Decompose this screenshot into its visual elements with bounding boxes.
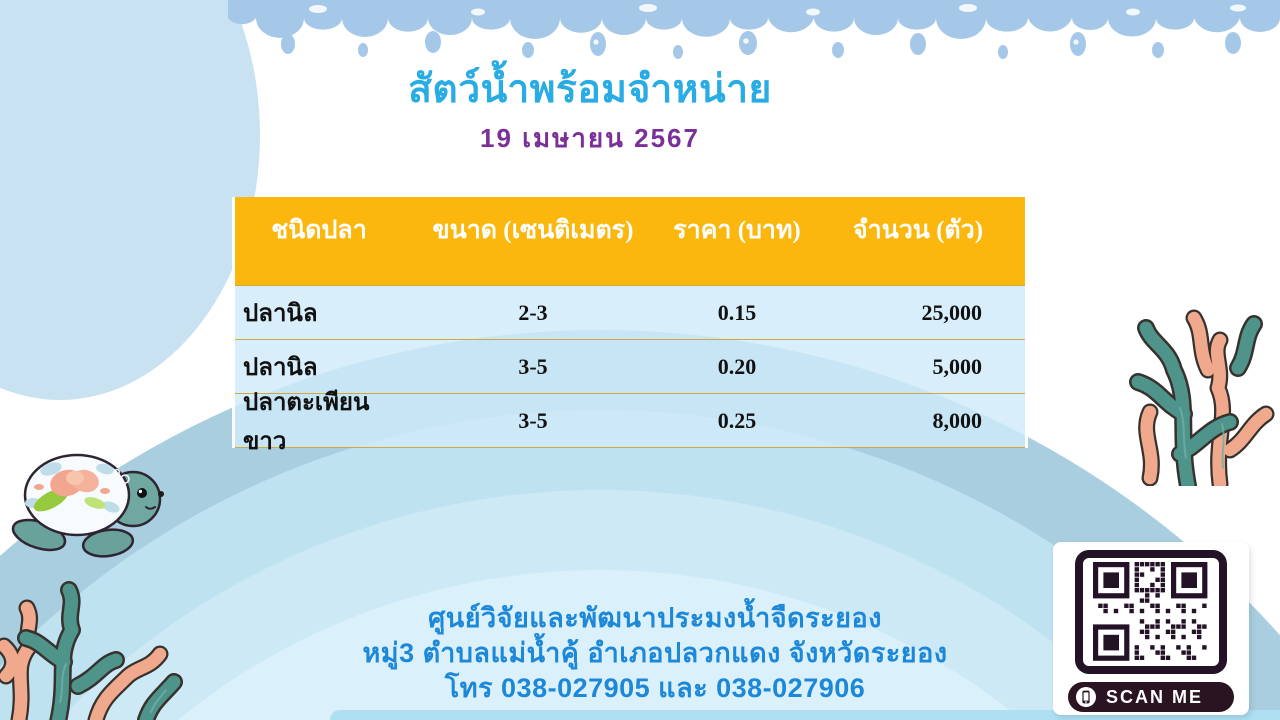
scan-me-pill: [1068, 682, 1234, 712]
qr-card: [1053, 542, 1249, 715]
cell-size: 3-5: [518, 407, 548, 433]
column-header-quantity: จำนวน (ตัว): [852, 217, 984, 244]
turtle-illustration: [5, 445, 180, 565]
cell-price: 0.20: [717, 353, 757, 379]
cell-size: 3-5: [518, 353, 548, 379]
water-splash-border: [228, 0, 1280, 62]
cell-size: 2-3: [518, 299, 548, 325]
cell-price: 0.25: [717, 407, 757, 433]
cell-fish-type: ปลานิล: [243, 355, 318, 381]
cell-fish-type: ปลานิล: [243, 301, 318, 327]
address-line: หมู่3 ตำบลแม่น้ำคู้ อำเภอปลวกแดง จังหวัดระยอง: [362, 638, 948, 668]
scan-me-label: SCAN ME: [1106, 686, 1204, 707]
date-subtitle: 19 เมษายน 2567: [480, 123, 700, 153]
qr-code: [1075, 550, 1227, 674]
fish-price-table: [232, 197, 1028, 455]
column-header-fish-type: ชนิดปลา: [271, 217, 367, 244]
cell-fish-type: ปลาตะเพียนขาว: [243, 389, 370, 455]
column-header-price: ราคา (บาท): [673, 217, 801, 244]
table-row: [235, 285, 1025, 339]
phone-icon: [1075, 686, 1097, 708]
phone-line: โทร 038-027905 และ 038-027906: [444, 673, 866, 703]
column-header-size: ขนาด (เซนติเมตร): [432, 217, 634, 244]
coral-right-illustration: [1088, 248, 1280, 486]
coral-left-illustration: [0, 552, 216, 720]
org-name-line: ศูนย์วิจัยและพัฒนาประมงน้ำจืดระยอง: [428, 603, 882, 633]
cell-price: 0.15: [717, 299, 757, 325]
cell-quantity: 8,000: [932, 407, 982, 433]
cell-quantity: 25,000: [921, 299, 982, 325]
table-header-row: [235, 197, 1025, 285]
table-row: [235, 389, 1025, 455]
cell-quantity: 5,000: [932, 353, 982, 379]
page-title: สัตว์น้ำพร้อมจำหน่าย: [408, 68, 772, 111]
